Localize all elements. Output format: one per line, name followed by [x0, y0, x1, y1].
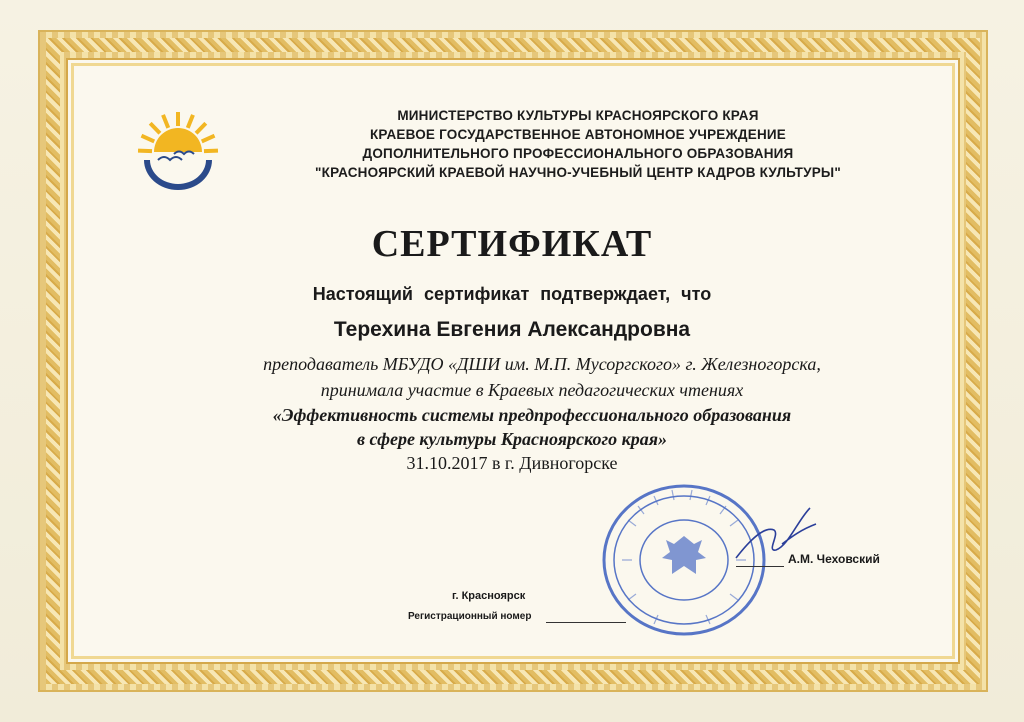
registration-number-line	[546, 622, 626, 623]
org-line: "КРАСНОЯРСКИЙ КРАЕВОЙ НАУЧНО-УЧЕБНЫЙ ЦЕНТР КАДРОВ КУЛЬТУРЫ"	[315, 165, 841, 180]
org-line: КРАЕВОЕ ГОСУДАРСТВЕННОЕ АВТОНОМНОЕ УЧРЕЖДЕНИЕ	[369, 127, 786, 142]
registration-number-label: Регистрационный номер	[408, 611, 532, 622]
certificate-title: СЕРТИФИКАТ	[371, 223, 653, 265]
org-line: ДОПОЛНИТЕЛЬНОГО ПРОФЕССИОНАЛЬНОГО ОБРАЗОВАНИЯ	[362, 146, 794, 161]
sun-logo-icon	[136, 108, 220, 192]
issue-city: г. Красноярск	[452, 590, 526, 602]
org-line: МИНИСТЕРСТВО КУЛЬТУРЫ КРАСНОЯРСКОГО КРАЯ	[397, 108, 759, 123]
confirmation-text: Настоящий сертификат подтверждает, что	[312, 284, 712, 304]
recipient-position: преподаватель МБУДО «ДШИ им. М.П. Мусоргского» г. Железногорска,	[263, 354, 821, 374]
organization-header	[258, 106, 898, 182]
event-title-line-1: «Эффективность системы предпрофессионального образования	[272, 405, 792, 425]
signature-line	[736, 566, 784, 567]
event-title-line-2: в сфере культуры Красноярского края»	[356, 429, 668, 449]
recipient-name: Терехина Евгения Александровна	[333, 318, 691, 341]
event-date-place: 31.10.2017 в г. Дивногорске	[406, 453, 618, 473]
participation-text: принимала участие в Краевых педагогических чтениях	[320, 380, 744, 400]
signer-name: А.М. Чеховский	[788, 552, 880, 566]
